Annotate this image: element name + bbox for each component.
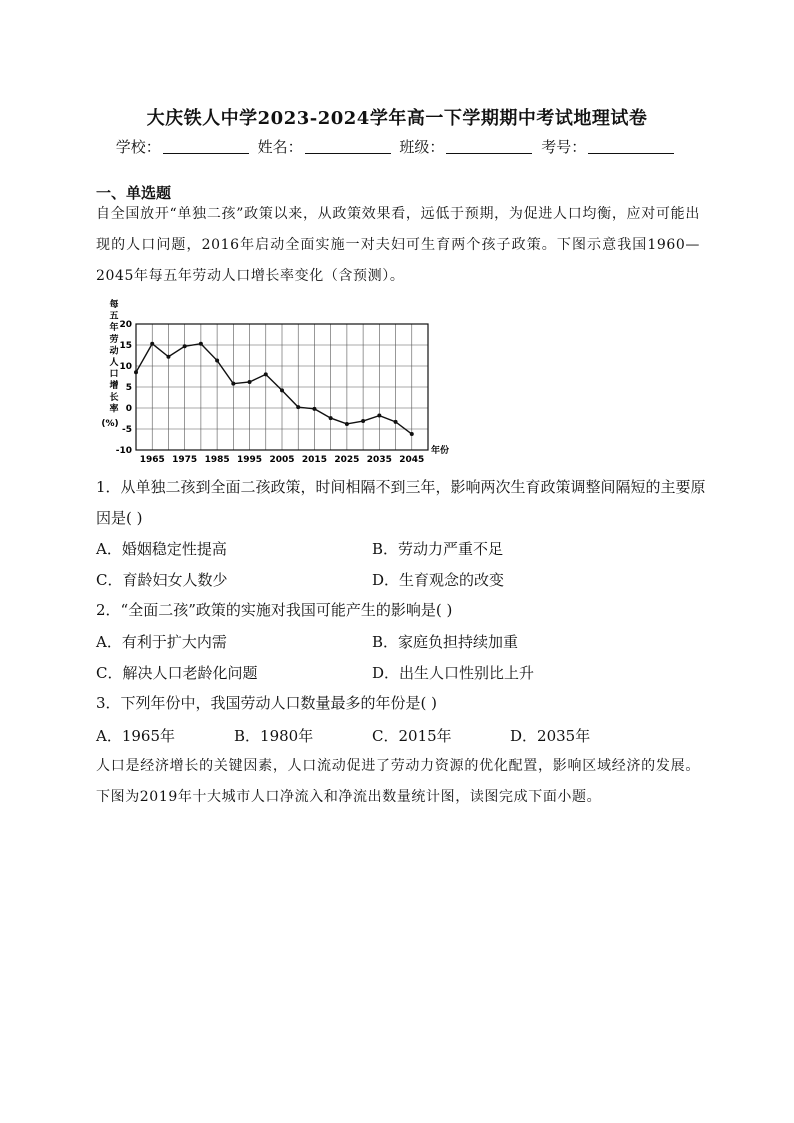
data-point <box>345 422 349 426</box>
class-blank <box>446 139 532 154</box>
question-1-stem: 1．从单独二孩到全面二孩政策，时间相隔不到三年，影响两次生育政策调整间隔短的主要原因是( ) <box>96 478 706 527</box>
q3-option-b: B．1980年 <box>234 727 314 745</box>
y-tick-label: 5 <box>125 383 132 393</box>
data-point <box>361 419 365 423</box>
x-tick-label: 1965 <box>139 455 165 465</box>
exam-number-blank <box>588 139 674 154</box>
x-tick-label: 1985 <box>204 455 230 465</box>
data-point <box>166 355 170 359</box>
labor-growth-line-chart <box>96 296 466 466</box>
data-point <box>150 342 154 346</box>
x-axis-label: 年份 <box>431 446 450 456</box>
y-axis-label-char: 年 <box>109 323 119 334</box>
passage-1: 自全国放开“单独二孩”政策以来，从政策效果看，远低于预期，为促进人口均衡，应对可能出现的人口问题，2016年启动全面实施一对夫妇可生育两个孩子政策。下图示意我国1960—2045年每五年劳动人口增长率变化（含预测）。 <box>96 206 700 284</box>
y-axis-label-char: 五 <box>109 311 119 322</box>
y-axis-label-char: 率 <box>109 404 119 415</box>
q2-option-a: A．有利于扩大内需 <box>96 633 227 651</box>
class-label: 班级： <box>399 138 445 156</box>
q3-option-c: C．2015年 <box>372 727 452 745</box>
y-axis-label-char: 每 <box>109 300 119 310</box>
y-axis-label-char: 口 <box>109 369 119 380</box>
data-point <box>231 382 235 386</box>
x-tick-label: 1975 <box>172 455 198 465</box>
y-axis-label-char: 人 <box>109 358 119 368</box>
data-point <box>329 416 333 420</box>
data-point <box>312 407 316 411</box>
x-tick-label: 2025 <box>334 455 360 465</box>
data-point <box>377 414 381 418</box>
data-point <box>134 370 138 374</box>
q1-option-a: A．婚姻稳定性提高 <box>96 540 227 558</box>
series-line <box>136 344 412 434</box>
x-tick-label: 1995 <box>237 455 263 465</box>
data-point <box>264 372 268 376</box>
y-tick-label: 0 <box>125 404 132 414</box>
y-tick-label: 20 <box>119 320 132 330</box>
exam-title: 大庆铁人中学2023-2024学年高一下学期期中考试地理试卷 <box>146 108 648 129</box>
passage-2: 人口是经济增长的关键因素，人口流动促进了劳动力资源的优化配置，影响区域经济的发展。下图为2019年十大城市人口净流入和净流出数量统计图，读图完成下面小题。 <box>96 758 700 805</box>
data-point <box>215 359 219 363</box>
y-axis-label-char: 长 <box>109 392 119 403</box>
y-axis-unit: (%) <box>101 419 119 429</box>
name-blank <box>305 139 391 154</box>
y-tick-label: 10 <box>119 362 132 372</box>
question-2-stem: 2．“全面二孩”政策的实施对我国可能产生的影响是( ) <box>96 601 453 619</box>
exam-number-label: 考号： <box>541 138 587 156</box>
q3-option-a: A．1965年 <box>96 727 176 745</box>
q3-option-d: D．2035年 <box>510 727 591 745</box>
q2-option-c: C．解决人口老龄化问题 <box>96 664 258 682</box>
data-point <box>280 388 284 392</box>
question-3-stem: 3．下列年份中，我国劳动人口数量最多的年份是( ) <box>96 694 438 712</box>
q1-option-b: B．劳动力严重不足 <box>372 540 504 558</box>
x-tick-label: 2035 <box>366 455 392 465</box>
q2-option-b: B．家庭负担持续加重 <box>372 633 519 651</box>
x-tick-label: 2045 <box>399 455 425 465</box>
q2-option-d: D．出生人口性别比上升 <box>372 664 535 682</box>
q1-option-d: D．生育观念的改变 <box>372 571 505 589</box>
school-blank <box>163 139 249 154</box>
y-tick-label: 15 <box>119 341 132 351</box>
x-tick-label: 2005 <box>269 455 295 465</box>
q1-option-c: C．育龄妇女人数少 <box>96 571 228 589</box>
school-label: 学校： <box>115 138 161 156</box>
data-point <box>199 342 203 346</box>
y-tick-label: -5 <box>122 425 132 435</box>
name-label: 姓名： <box>257 138 303 156</box>
y-axis-label-char: 劳 <box>109 334 119 345</box>
y-tick-label: -10 <box>115 446 132 456</box>
data-point <box>410 432 414 436</box>
data-point <box>394 420 398 424</box>
data-point <box>296 405 300 409</box>
y-axis-label-char: 增 <box>109 381 119 392</box>
data-point <box>248 380 252 384</box>
student-info-row <box>0 136 794 157</box>
section-heading: 一、单选题 <box>96 184 172 202</box>
x-tick-label: 2015 <box>301 455 327 465</box>
data-point <box>183 344 187 348</box>
y-axis-label-char: 动 <box>109 346 119 357</box>
